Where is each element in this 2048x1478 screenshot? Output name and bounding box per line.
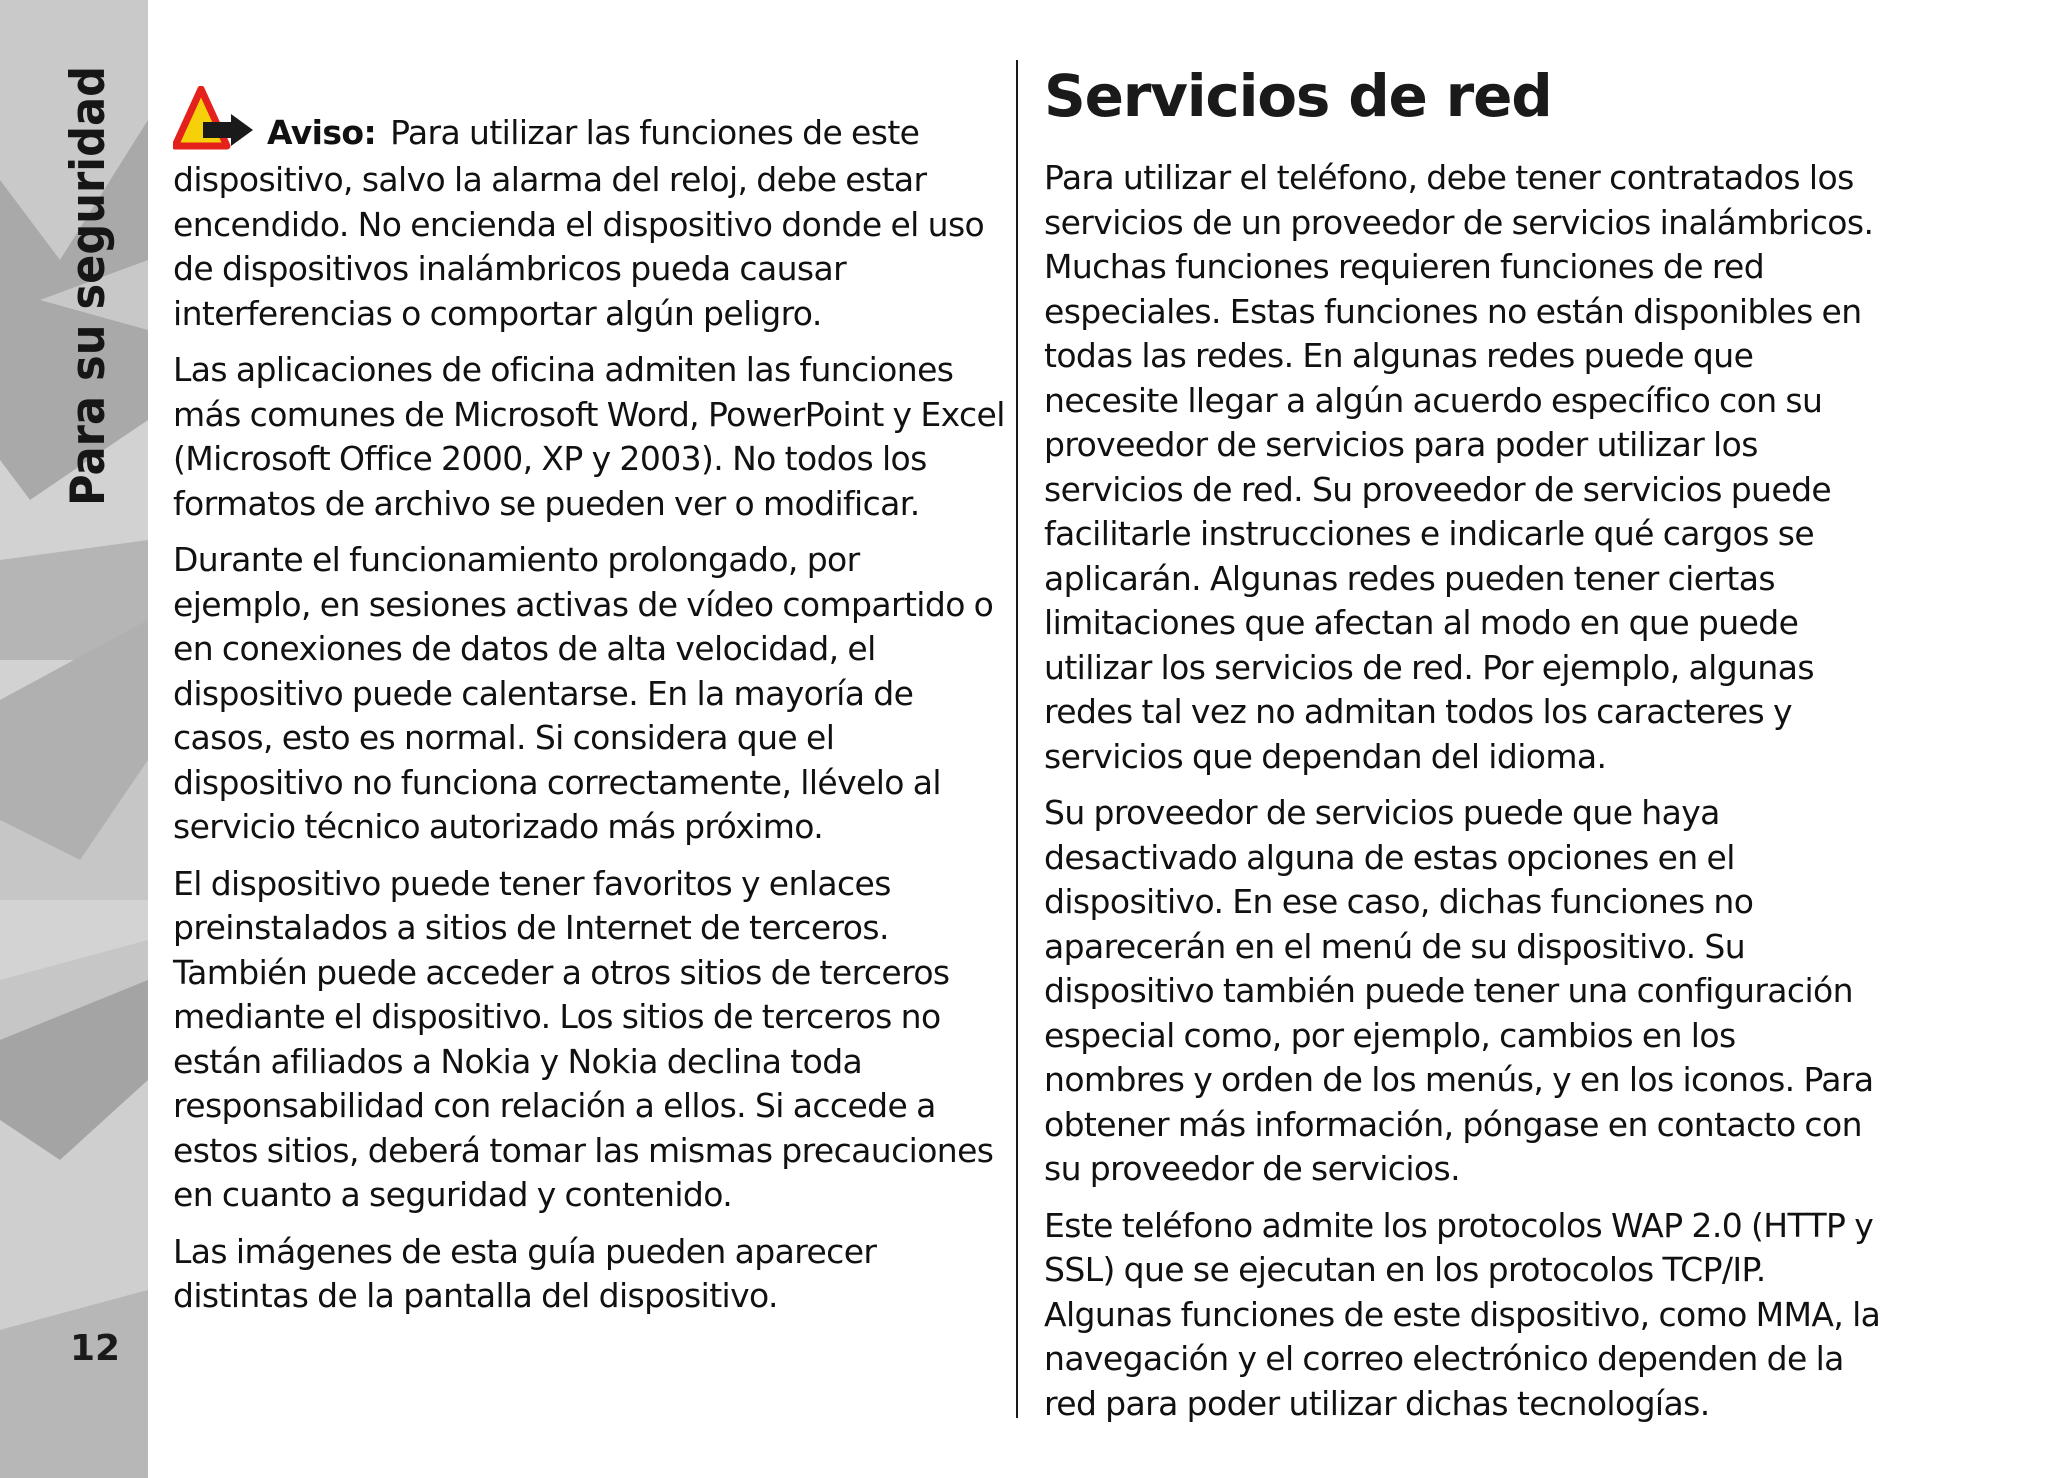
section-title-text: Para su seguridad xyxy=(61,26,116,506)
body-paragraph: El dispositivo puede tener favoritos y enlaces preinstalados a sitios de Internet de terceros. También puede acceder a otros sitios de terceros mediante el dispositivo. Los sitios de terceros no están afiliados a Nokia y Nokia declina toda responsabilidad con relación a ellos. Si accede a estos sitios, deberá tomar las mismas precauciones en cuanto a seguridad y contenido. xyxy=(173,863,994,1214)
body-paragraph: Las imágenes de esta guía pueden aparecer distintas de la pantalla del dispositivo. xyxy=(173,1231,877,1315)
body-paragraph: Este teléfono admite los protocolos WAP 2.0 (HTTP y SSL) que se ejecutan en los protocolos TCP/IP. Algunas funciones de este dispositivo, como MMA, la navegación y el correo electrónico dependen de la red para poder utilizar dichas tecnologías. xyxy=(1044,1205,1881,1423)
page-number: 12 xyxy=(70,1328,121,1369)
section-heading: Servicios de red xyxy=(1044,62,1552,130)
column-divider xyxy=(1016,60,1018,1418)
left-column xyxy=(173,92,1005,1331)
warning-label: Aviso: xyxy=(267,113,377,152)
body-paragraph: Durante el funcionamiento prolongado, por ejemplo, en sesiones activas de vídeo compartido o en conexiones de datos de alta velocidad, el dispositivo puede calentarse. En la mayoría de casos, esto es normal. Si considera que el dispositivo no funciona correctamente, llévelo al servicio técnico autorizado más próximo. xyxy=(173,540,994,846)
body-paragraph: Las aplicaciones de oficina admiten las funciones más comunes de Microsoft Word, PowerPoint y Excel (Microsoft Office 2000, XP y 2003). No todos los formatos de archivo se pueden ver o modificar. xyxy=(173,350,1005,523)
body-paragraph: Para utilizar el teléfono, debe tener contratados los servicios de un proveedor de servicios inalámbricos. Muchas funciones requieren funciones de red especiales. Estas funciones no están disponibles en todas las redes. En algunas redes puede que necesite llegar a algún acuerdo específico con su proveedor de servicios para poder utilizar los servicios de red. Su proveedor de servicios puede facilitarle instrucciones e indicarle qué cargos se aplicarán. Algunas redes pueden tener ciertas limitaciones que afectan al modo en que puede utilizar los servicios de red. Por ejemplo, algunas redes tal vez no admitan todos los caracteres y servicios que dependan del idioma. xyxy=(1044,158,1874,776)
sidebar xyxy=(0,0,148,1478)
section-title xyxy=(0,0,148,1478)
warning-triangle-hand-icon xyxy=(173,86,265,152)
right-column xyxy=(1044,56,1884,1438)
warning-text: Para utilizar las funciones de este dispositivo, salvo la alarma del reloj, debe estar encendido. No encienda el dispositivo donde el uso de dispositivos inalámbricos pueda causar interferencias o comportar algún peligro. xyxy=(173,113,985,333)
body-paragraph: Su proveedor de servicios puede que haya desactivado alguna de estas opciones en el dispositivo. En ese caso, dichas funciones no aparecerán en el menú de su dispositivo. Su dispositivo también puede tener una configuración especial como, por ejemplo, cambios en los nombres y orden de los menús, y en los iconos. Para obtener más información, póngase en contacto con su proveedor de servicios. xyxy=(1044,793,1874,1188)
warning-paragraph xyxy=(173,92,1005,336)
